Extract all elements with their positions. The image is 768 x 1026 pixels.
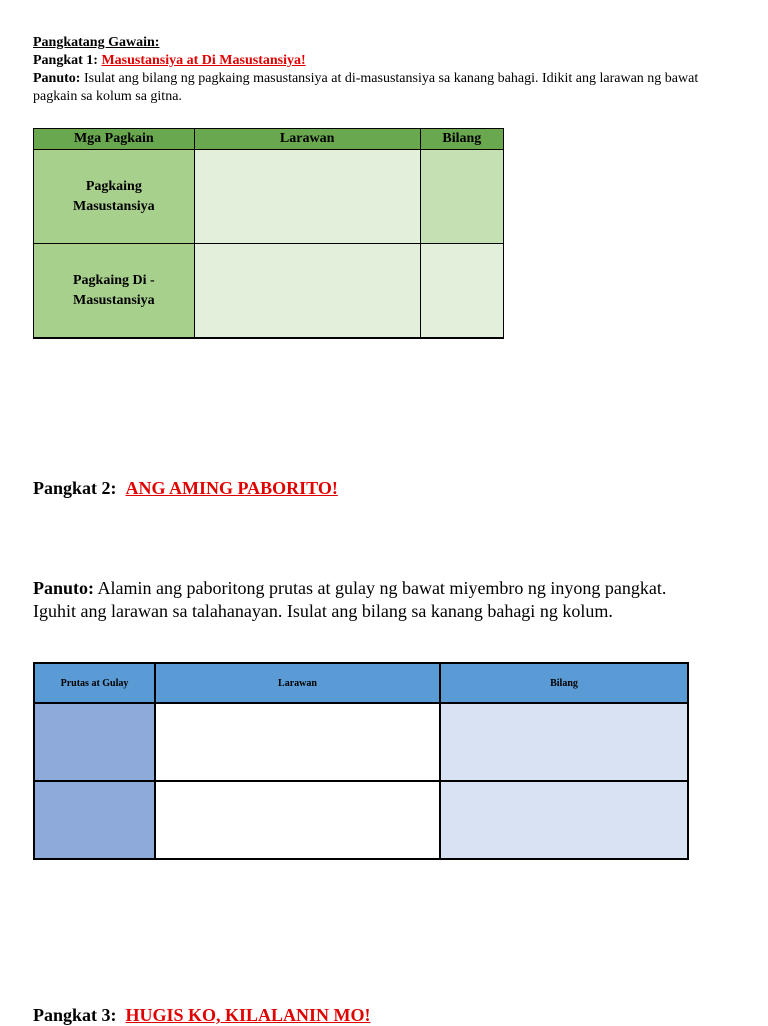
count-cell[interactable] [440, 781, 688, 859]
row-label-not-nutritious [34, 244, 195, 339]
table-row [34, 781, 688, 859]
instructions-label: Panuto: [33, 578, 95, 598]
count-cell[interactable] [440, 703, 688, 781]
picture-cell[interactable] [155, 781, 440, 859]
group2-label: Pangkat 2: [33, 478, 117, 498]
group1-title: Masustansiya at Di Masustansiya! [101, 53, 306, 68]
table-header-row [34, 663, 688, 703]
column-header-food: Mga Pagkain [34, 129, 195, 150]
group2-heading [33, 478, 338, 499]
column-header-fruits-vegetables: Prutas at Gulay [34, 663, 155, 703]
instructions-text: Isulat ang bilang ng pagkaing masustansiya at di-masustansiya sa kanang bahagi. Idikit ang larawan ng bawat pagkain sa kolum sa gitna. [33, 71, 699, 104]
column-header-picture: Larawan [155, 663, 440, 703]
group2-instructions [33, 577, 713, 623]
group3-title: HUGIS KO, KILALANIN MO! [125, 1005, 371, 1025]
row-label-text: Pagkaing Di - Masustansiya [72, 272, 155, 308]
table-row [34, 150, 504, 244]
instructions-label: Panuto: [33, 71, 81, 86]
label-cell[interactable] [34, 781, 155, 859]
group-activity-title: Pangkatang Gawain: [33, 35, 160, 50]
group3-label: Pangkat 3: [33, 1005, 117, 1025]
count-cell[interactable] [420, 150, 503, 244]
picture-cell[interactable] [194, 244, 420, 339]
column-header-count: Bilang [440, 663, 688, 703]
favorite-fruits-table [33, 662, 689, 860]
picture-cell[interactable] [194, 150, 420, 244]
column-header-picture: Larawan [194, 129, 420, 150]
group3-heading [33, 1005, 371, 1026]
group1-label: Pangkat 1: [33, 53, 102, 68]
table-row [34, 703, 688, 781]
group2-title: ANG AMING PABORITO! [125, 478, 338, 498]
food-classification-table [33, 128, 504, 339]
group1-instructions [33, 70, 733, 106]
count-cell[interactable] [420, 244, 503, 339]
instructions-text: Alamin ang paboritong prutas at gulay ng bawat miyembro ng inyong pangkat. Iguhit ang larawan sa talahanayan. Isulat ang bilang sa kanang bahagi ng kolum. [33, 578, 667, 621]
row-label-text: Pagkaing Masustansiya [72, 178, 155, 214]
picture-cell[interactable] [155, 703, 440, 781]
row-label-nutritious [34, 150, 195, 244]
table-header-row [34, 129, 504, 150]
column-header-count: Bilang [420, 129, 503, 150]
table-row [34, 244, 504, 339]
label-cell[interactable] [34, 703, 155, 781]
activity-header [33, 34, 733, 106]
